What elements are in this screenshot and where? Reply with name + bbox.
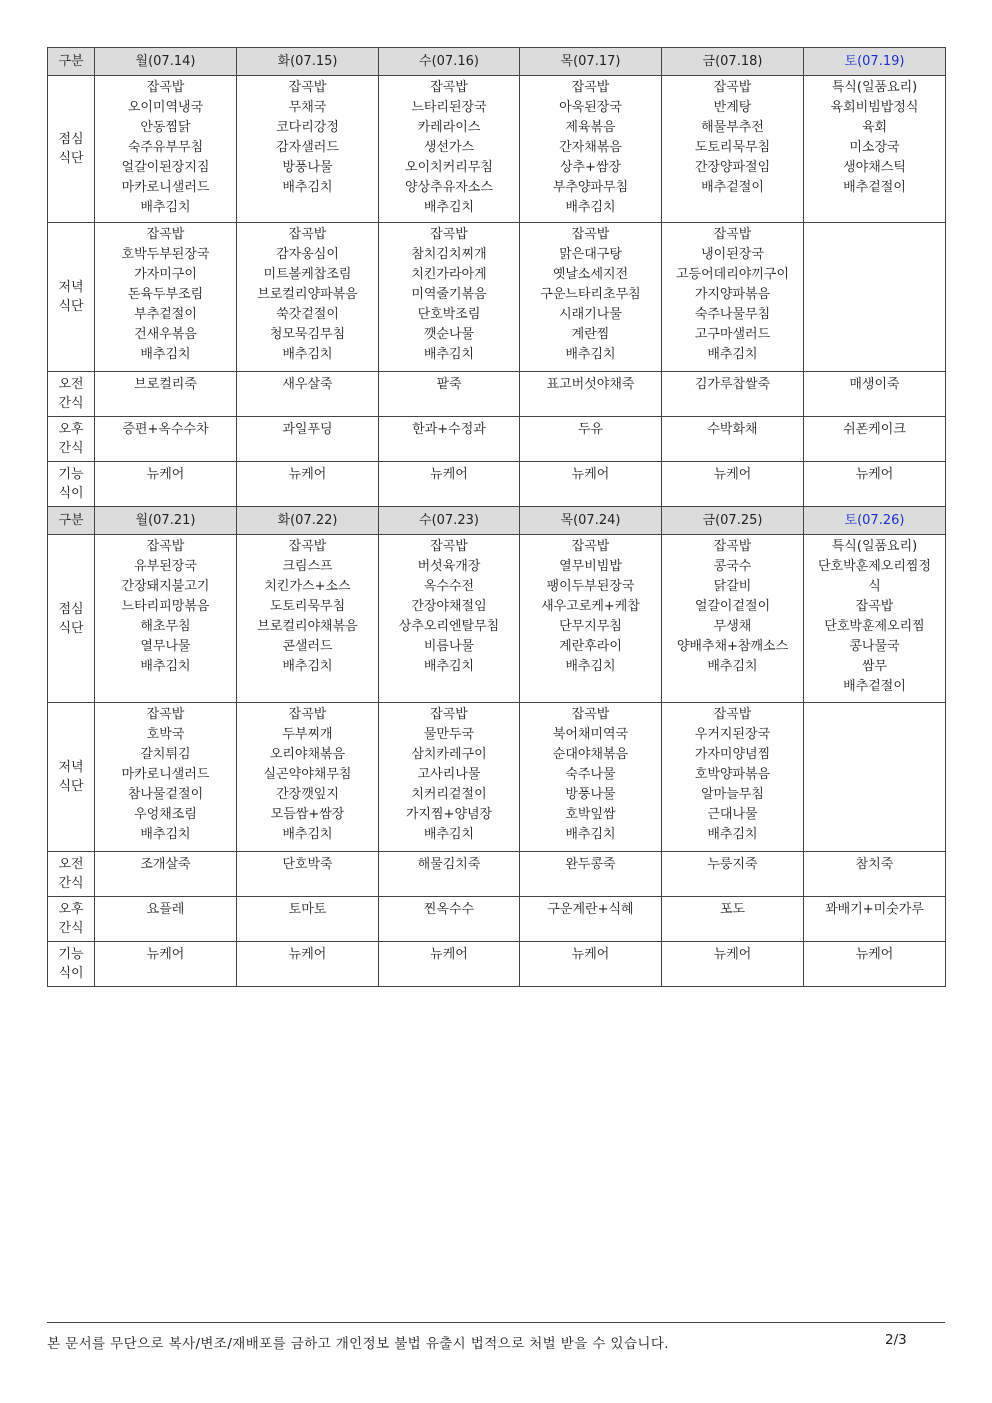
menu-cell: 김가루찹쌀죽 [662,372,804,417]
menu-item: 양상추유자소스 [405,180,493,195]
menu-cell: 뉴케어 [95,462,237,507]
menu-item: 배추겉절이 [843,180,906,195]
menu-item: 느타리된장국 [411,100,487,115]
menu-item: 치킨가라아게 [411,267,487,282]
menu-cell [804,535,946,703]
menu-item: 브로컬리양파볶음 [257,287,358,302]
row-label [48,417,95,462]
menu-item: 실곤약야채무침 [263,767,352,782]
menu-item: 알마늘무침 [701,787,764,802]
day-header: 금(07.18) [662,48,804,76]
menu-item: 잡곡밥 [288,227,327,242]
menu-cell: 찐옥수수 [379,897,520,942]
menu-item: 옥수수전 [423,579,475,594]
day-header: 토(07.19) [804,48,946,76]
row-label [48,223,95,372]
menu-item: 단호박조림 [417,307,481,322]
menu-item: 배추김치 [140,827,191,842]
menu-cell [237,76,379,223]
menu-item: 고구마샐러드 [694,327,771,342]
menu-cell: 포도 [662,897,804,942]
menu-item: 배추김치 [282,180,333,195]
menu-item: 순대야채볶음 [552,747,629,762]
menu-cell: 새우살죽 [237,372,379,417]
menu-item: 모듬쌈+쌈장 [270,807,345,822]
menu-cell [95,223,237,372]
menu-item: 방풍나물 [282,160,333,175]
menu-item: 건새우볶음 [134,327,197,342]
menu-item: 감자옹심이 [276,247,339,262]
row-label-line: 식단 [58,779,84,794]
menu-cell: 뉴케어 [520,462,662,507]
menu-item: 호박잎쌈 [565,807,616,822]
menu-item: 양배추채+참깨소스 [676,639,789,654]
menu-item: 미역줄기볶음 [411,287,487,302]
menu-item: 단무지무침 [559,619,622,634]
menu-item: 단호박훈제오리찜정 [817,559,932,574]
menu-item: 북어채미역국 [552,727,629,742]
menu-item: 두부찌개 [282,727,333,742]
menu-item: 콘샐러드 [282,639,333,654]
menu-item: 해물부추전 [701,120,764,135]
menu-item: 미소장국 [849,140,900,155]
am-snack-row [48,852,946,897]
menu-item: 배추김치 [423,659,475,674]
menu-item: 호박국 [146,727,185,742]
day-header: 월(07.14) [95,48,237,76]
menu-item: 미트볼케찹조림 [263,267,352,282]
menu-cell: 과일푸딩 [237,417,379,462]
row-label [48,942,95,987]
menu-item: 근대나물 [707,807,758,822]
menu-item: 참나물겉절이 [127,787,204,802]
menu-item: 간장야채절임 [411,599,487,614]
menu-cell: 요플레 [95,897,237,942]
menu-item: 브로컬리야채볶음 [257,619,358,634]
menu-cell: 단호박죽 [237,852,379,897]
menu-cell [804,223,946,372]
menu-item: 잡곡밥 [571,707,610,722]
row-label-line: 저녁 [58,760,84,775]
menu-cell: 한과+수정과 [379,417,520,462]
menu-item: 잡곡밥 [430,80,468,95]
menu-item: 우거지된장국 [694,727,771,742]
menu-cell: 뉴케어 [95,942,237,987]
menu-item: 느타리피망볶음 [121,599,210,614]
menu-item: 고사리나물 [417,767,481,782]
menu-item: 육회비빔밥정식 [830,100,919,115]
menu-cell: 토마토 [237,897,379,942]
row-label-line: 점심 [58,132,84,147]
menu-item: 계란후라이 [559,639,622,654]
week-header-row [48,507,946,535]
menu-cell [662,223,804,372]
row-label-line: 점심 [58,601,84,617]
row-label [48,535,95,703]
row-label [48,76,95,223]
menu-item: 배추김치 [423,200,475,215]
menu-item: 무생채 [713,619,752,634]
menu-item: 배추김치 [707,827,758,842]
row-label-line: 식단 [58,620,84,636]
menu-cell: 뉴케어 [237,462,379,507]
day-header: 토(07.26) [804,507,946,535]
menu-cell [95,535,237,703]
menu-item: 코다리강정 [276,120,339,135]
dinner-row [48,703,946,852]
menu-item: 잡곡밥 [430,539,468,554]
menu-cell: 수박화채 [662,417,804,462]
row-label-line: 식단 [58,151,84,166]
page-number: 2/3 [885,1332,907,1348]
menu-item: 부추양파무침 [552,180,629,195]
menu-item: 배추김치 [565,200,616,215]
menu-cell: 브로컬리죽 [95,372,237,417]
menu-item: 잡곡밥 [571,80,610,95]
row-label [48,852,95,897]
menu-cell: 조개살죽 [95,852,237,897]
menu-cell [237,703,379,852]
menu-cell [662,535,804,703]
menu-item: 가지찜+양념장 [405,807,493,822]
menu-cell: 팥죽 [379,372,520,417]
row-label-line: 식이 [58,966,84,981]
row-label-line: 오전 [58,377,84,392]
menu-cell: 뉴케어 [804,942,946,987]
menu-item: 반계탕 [713,100,752,115]
menu-item: 물만두국 [423,727,475,742]
row-label-line: 기능 [58,947,84,962]
menu-item: 잡곡밥 [430,227,468,242]
row-label [48,703,95,852]
menu-item: 배추김치 [282,659,333,674]
menu-item: 방풍나물 [565,787,616,802]
menu-cell [662,76,804,223]
menu-cell [379,223,520,372]
menu-item: 잡곡밥 [571,539,610,554]
row-label-line: 오후 [58,902,84,917]
category-header: 구분 [48,507,95,535]
menu-item: 배추겉절이 [843,679,906,694]
menu-item: 제육볶음 [565,120,616,135]
menu-item: 옛날소세지전 [552,267,629,282]
menu-item: 잡곡밥 [713,539,752,554]
menu-item: 배추김치 [282,827,333,842]
menu-item: 치커리겉절이 [411,787,487,802]
menu-item: 오이미역냉국 [127,100,204,115]
menu-cell: 쉬폰케이크 [804,417,946,462]
menu-item: 배추김치 [140,659,191,674]
menu-cell: 꽈배기+미숫가루 [804,897,946,942]
menu-item: 우엉채조림 [134,807,197,822]
day-header: 화(07.22) [237,507,379,535]
menu-item: 배추김치 [707,347,758,362]
menu-item: 얼갈이겉절이 [694,599,771,614]
menu-item: 돈육두부조림 [127,287,204,302]
menu-item: 부추겉절이 [134,307,197,322]
menu-item: 배추김치 [707,659,758,674]
menu-item: 오리야채볶음 [269,747,346,762]
menu-cell: 두유 [520,417,662,462]
menu-item: 쌈무 [861,659,888,674]
menu-item: 비름나물 [423,639,475,654]
menu-item: 치킨가스+소스 [264,579,351,594]
row-label-line: 식단 [58,299,84,314]
menu-item: 잡곡밥 [146,80,185,95]
menu-item: 맑은대구탕 [559,247,622,262]
menu-item: 잡곡밥 [146,227,185,242]
menu-item: 배추김치 [565,659,616,674]
menu-cell: 참치죽 [804,852,946,897]
menu-item: 닭갈비 [713,579,752,594]
menu-cell [662,703,804,852]
menu-item: 감자샐러드 [276,140,339,155]
menu-item: 잡곡밥 [713,707,752,722]
menu-item: 배추김치 [565,827,616,842]
menu-item: 배추겉절이 [701,180,764,195]
menu-item: 잡곡밥 [288,80,327,95]
day-header: 화(07.15) [237,48,379,76]
menu-item: 열무비빔밥 [559,559,622,574]
menu-item: 유부된장국 [134,559,197,574]
pm-snack-row [48,417,946,462]
menu-item: 가지양파볶음 [694,287,771,302]
menu-cell: 뉴케어 [237,942,379,987]
menu-item: 버섯육개장 [417,559,481,574]
menu-item: 특식(일품요리) [831,80,918,95]
menu-item: 간장돼지불고기 [121,579,210,594]
menu-item: 잡곡밥 [571,227,610,242]
category-header: 구분 [48,48,95,76]
menu-item: 잡곡밥 [146,539,185,554]
menu-item: 가자미구이 [134,267,197,282]
row-label [48,897,95,942]
menu-item: 팽이두부된장국 [546,579,635,594]
menu-item: 상추오리엔탈무침 [398,619,500,634]
menu-item: 배추김치 [140,200,191,215]
row-label-line: 간식 [58,441,84,456]
menu-cell [237,535,379,703]
row-label-line: 간식 [58,396,84,411]
day-header: 월(07.21) [95,507,237,535]
menu-item: 배추김치 [423,827,475,842]
menu-cell [804,76,946,223]
menu-item: 간자채볶음 [559,140,622,155]
menu-cell: 뉴케어 [379,462,520,507]
row-label [48,462,95,507]
functional-row [48,942,946,987]
lunch-row [48,535,946,703]
am-snack-row [48,372,946,417]
menu-cell [520,223,662,372]
pm-snack-row [48,897,946,942]
menu-cell: 완두콩죽 [520,852,662,897]
menu-item: 숙주나물 [565,767,616,782]
menu-item: 크림스프 [282,559,333,574]
row-label-line: 간식 [58,876,84,891]
menu-cell: 구운계란+식혜 [520,897,662,942]
menu-cell [520,76,662,223]
day-header: 목(07.24) [520,507,662,535]
meal-plan-table [47,47,946,987]
menu-item: 생선가스 [423,140,475,155]
row-label-line: 기능 [58,467,84,482]
menu-item: 잡곡밥 [713,80,752,95]
menu-item: 콩국수 [713,559,752,574]
menu-item: 청모묵김무침 [269,327,346,342]
day-header: 목(07.17) [520,48,662,76]
functional-row [48,462,946,507]
menu-cell [379,76,520,223]
menu-item: 새우고로케+케찹 [541,599,640,614]
menu-item: 아욱된장국 [559,100,622,115]
menu-cell: 뉴케어 [804,462,946,507]
day-header: 수(07.16) [379,48,520,76]
menu-item: 배추김치 [423,347,475,362]
menu-cell [379,535,520,703]
menu-cell: 증편+옥수수차 [95,417,237,462]
menu-item: 가자미양념찜 [694,747,771,762]
menu-cell [95,76,237,223]
menu-item: 삼치카레구이 [411,747,487,762]
menu-item: 잡곡밥 [288,707,327,722]
menu-item: 배추김치 [565,347,616,362]
menu-item: 갈치튀김 [140,747,191,762]
menu-cell [520,535,662,703]
menu-cell [520,703,662,852]
row-label [48,372,95,417]
menu-item: 구운느타리초무침 [540,287,641,302]
menu-item: 잡곡밥 [430,707,468,722]
menu-item: 계란찜 [571,327,610,342]
menu-item: 안동찜닭 [140,120,191,135]
menu-item: 카레라이스 [417,120,481,135]
menu-cell: 뉴케어 [662,462,804,507]
menu-item: 마카로니샐러드 [121,767,210,782]
menu-item: 참치김치찌개 [411,247,487,262]
menu-item: 육회 [861,120,888,135]
menu-cell [237,223,379,372]
menu-item: 도토리묵무침 [694,140,771,155]
menu-item: 배추김치 [282,347,333,362]
menu-item: 상추+쌈장 [559,160,622,175]
menu-cell [804,703,946,852]
menu-item: 단호박훈제오리찜 [824,619,925,634]
menu-item: 도토리묵무침 [269,599,346,614]
menu-item: 호박양파볶음 [694,767,771,782]
row-label-line: 간식 [58,921,84,936]
menu-item: 콩나물국 [849,639,900,654]
menu-item: 생야채스틱 [843,160,906,175]
menu-item: 쑥갓겉절이 [276,307,339,322]
menu-item: 간장깻잎지 [276,787,339,802]
menu-cell: 뉴케어 [662,942,804,987]
day-header: 수(07.23) [379,507,520,535]
menu-cell: 표고버섯야채죽 [520,372,662,417]
copyright-notice: 본 문서를 무단으로 복사/변조/재배포를 금하고 개인정보 불법 유출시 법적으로 처벌 받을 수 있습니다. [47,1336,669,1352]
menu-item: 특식(일품요리) [831,539,918,554]
menu-item: 마카로니샐러드 [121,180,210,195]
menu-cell: 매생이죽 [804,372,946,417]
dinner-row [48,223,946,372]
menu-cell: 누룽지죽 [662,852,804,897]
menu-item: 시래기나물 [559,307,622,322]
week-header-row [48,48,946,76]
lunch-row [48,76,946,223]
menu-item: 열무나물 [140,639,191,654]
menu-item: 배추김치 [140,347,191,362]
menu-item: 간장양파절임 [694,160,771,175]
menu-cell: 뉴케어 [520,942,662,987]
menu-item: 깻순나물 [423,327,475,342]
menu-item: 잡곡밥 [146,707,185,722]
menu-item: 호박두부된장국 [121,247,210,262]
row-label-line: 식이 [58,486,84,501]
menu-item: 잡곡밥 [288,539,327,554]
row-label-line: 오후 [58,422,84,437]
menu-item: 잡곡밥 [713,227,752,242]
menu-cell: 뉴케어 [379,942,520,987]
menu-cell: 해물김치죽 [379,852,520,897]
menu-cell [379,703,520,852]
menu-item: 숙주나물무침 [694,307,771,322]
menu-item: 식 [868,579,881,594]
menu-cell [95,703,237,852]
menu-item: 고등어데리야끼구이 [675,267,790,282]
menu-item: 냉이된장국 [701,247,764,262]
row-label-line: 오전 [58,857,84,872]
row-label-line: 저녁 [58,280,84,295]
menu-item: 얼갈이된장지짐 [121,160,210,175]
menu-item: 해초무침 [140,619,191,634]
menu-item: 무채국 [288,100,327,115]
day-header: 금(07.25) [662,507,804,535]
menu-item: 숙주유부무침 [127,140,204,155]
footer [47,1322,945,1352]
menu-item: 오이치커리무침 [405,160,493,175]
menu-item: 잡곡밥 [855,599,894,614]
